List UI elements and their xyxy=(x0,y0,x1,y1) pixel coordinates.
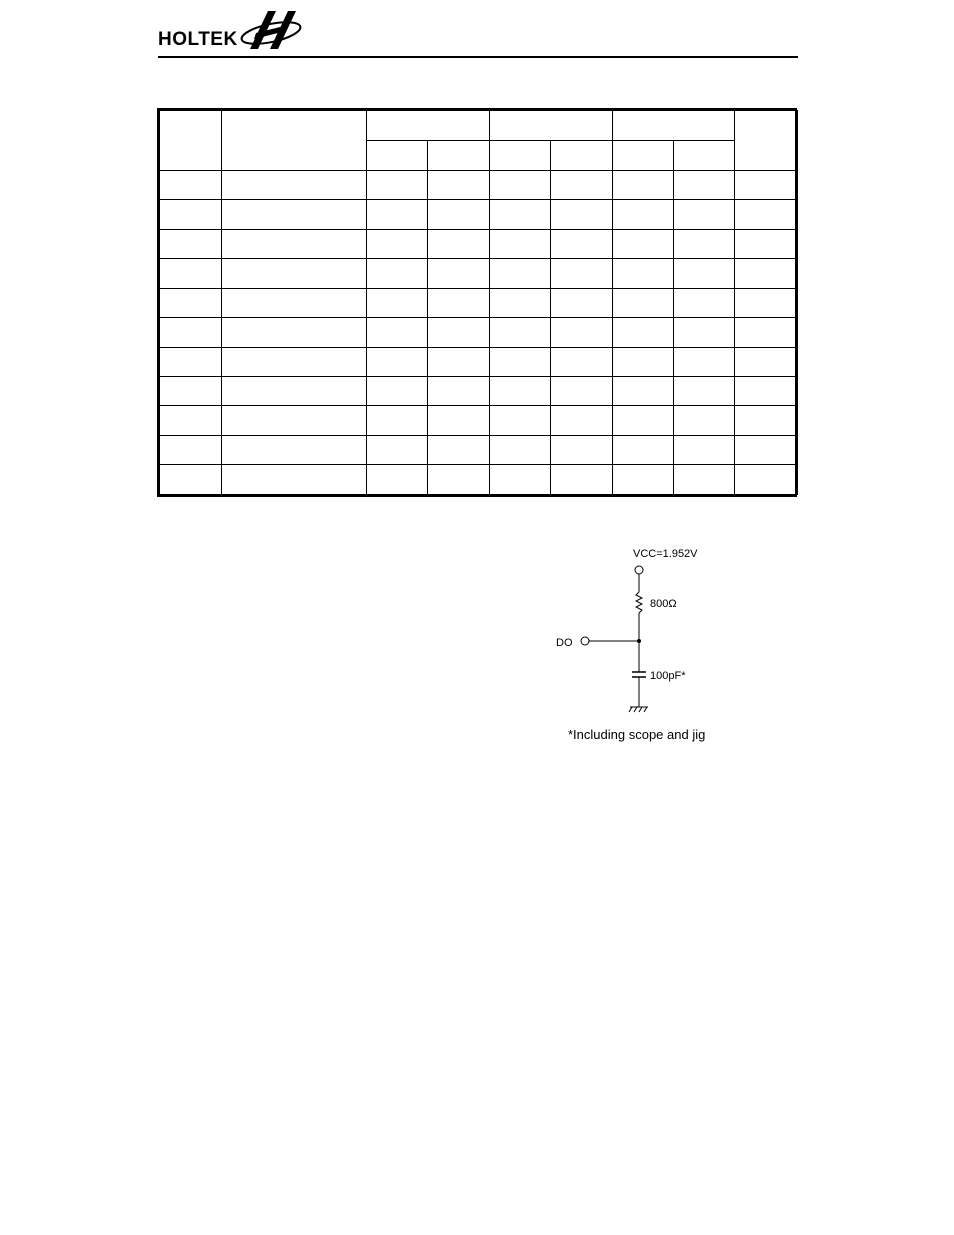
table-cell xyxy=(674,318,735,347)
table-row xyxy=(160,347,798,376)
holtek-logo-icon xyxy=(238,3,303,53)
resistor-symbol xyxy=(636,592,642,613)
table-row xyxy=(160,288,798,317)
table-cell xyxy=(160,377,222,406)
table-cell xyxy=(428,347,490,376)
table-row xyxy=(160,318,798,347)
table-subheader-cell xyxy=(674,140,735,170)
table-cell xyxy=(428,465,490,495)
table-cell xyxy=(613,170,674,199)
ground-icon xyxy=(629,707,648,712)
spec-table xyxy=(157,108,797,497)
table-cell xyxy=(613,259,674,288)
table-cell xyxy=(428,200,490,229)
table-cell xyxy=(674,406,735,435)
table-cell xyxy=(160,259,222,288)
table-cell xyxy=(551,347,613,376)
table-cell xyxy=(674,435,735,464)
table-cell xyxy=(490,288,551,317)
table-cell xyxy=(428,406,490,435)
table-cell xyxy=(222,377,367,406)
table-header-cell xyxy=(735,111,798,171)
table-cell xyxy=(367,229,428,258)
table-cell xyxy=(551,465,613,495)
table-row xyxy=(160,435,798,464)
table-row xyxy=(160,170,798,199)
table-cell xyxy=(674,465,735,495)
table-cell xyxy=(490,435,551,464)
table-cell xyxy=(551,288,613,317)
table-cell xyxy=(613,377,674,406)
table-cell xyxy=(160,318,222,347)
do-label: DO xyxy=(556,637,573,649)
table-subheader-cell xyxy=(490,140,551,170)
table-cell xyxy=(160,229,222,258)
table-cell xyxy=(367,318,428,347)
table-cell xyxy=(222,200,367,229)
table-cell xyxy=(428,259,490,288)
table-cell xyxy=(428,288,490,317)
table-header-cell xyxy=(160,111,222,171)
table-body xyxy=(160,170,798,494)
table-cell xyxy=(613,318,674,347)
table-cell xyxy=(367,435,428,464)
vcc-terminal xyxy=(635,566,643,574)
table-row xyxy=(160,200,798,229)
vcc-label: VCC=1.952V xyxy=(633,548,698,560)
table-cell xyxy=(367,347,428,376)
table-cell xyxy=(490,465,551,495)
do-terminal xyxy=(581,637,589,645)
table-cell xyxy=(735,229,798,258)
capacitor-label: 100pF* xyxy=(650,670,686,682)
table-cell xyxy=(367,465,428,495)
table-cell xyxy=(367,259,428,288)
table-cell xyxy=(222,347,367,376)
table-header-row xyxy=(160,111,798,141)
table-cell xyxy=(160,347,222,376)
table-cell xyxy=(428,435,490,464)
table-cell xyxy=(490,229,551,258)
table-cell xyxy=(367,377,428,406)
table-header-group-cell xyxy=(367,111,490,141)
table-cell xyxy=(551,377,613,406)
table-cell xyxy=(551,435,613,464)
holtek-logo-text: HOLTEK xyxy=(158,29,238,50)
table-cell xyxy=(367,288,428,317)
table-cell xyxy=(160,288,222,317)
table-cell xyxy=(613,288,674,317)
table-cell xyxy=(160,200,222,229)
table-cell xyxy=(735,259,798,288)
table-cell xyxy=(490,170,551,199)
load-circuit-diagram xyxy=(548,540,738,750)
table-cell xyxy=(735,465,798,495)
table-cell xyxy=(613,347,674,376)
table-cell xyxy=(222,435,367,464)
table-cell xyxy=(674,229,735,258)
table-cell xyxy=(551,406,613,435)
table-cell xyxy=(735,200,798,229)
table-cell xyxy=(551,318,613,347)
table-cell xyxy=(613,200,674,229)
table-cell xyxy=(490,200,551,229)
resistor-label: 800Ω xyxy=(650,598,677,610)
table-cell xyxy=(428,170,490,199)
table-cell xyxy=(222,259,367,288)
table-cell xyxy=(674,377,735,406)
table-header-cell xyxy=(222,111,367,171)
table-subheader-cell xyxy=(551,140,613,170)
table-cell xyxy=(490,406,551,435)
table-header-group-cell xyxy=(613,111,735,141)
table-cell xyxy=(428,377,490,406)
table-cell xyxy=(551,259,613,288)
table-cell xyxy=(735,318,798,347)
table-cell xyxy=(674,288,735,317)
table-subheader-cell xyxy=(428,140,490,170)
table-cell xyxy=(222,288,367,317)
page-header xyxy=(158,0,798,60)
table-cell xyxy=(490,318,551,347)
table-cell xyxy=(551,229,613,258)
table-cell xyxy=(222,318,367,347)
table-cell xyxy=(222,170,367,199)
table-row xyxy=(160,229,798,258)
table-row xyxy=(160,377,798,406)
table-subheader-cell xyxy=(613,140,674,170)
table-cell xyxy=(160,170,222,199)
table-cell xyxy=(735,288,798,317)
table-cell xyxy=(490,347,551,376)
table-cell xyxy=(551,200,613,229)
table-header-group-cell xyxy=(490,111,613,141)
table-cell xyxy=(222,229,367,258)
table-cell xyxy=(428,318,490,347)
table-cell xyxy=(222,406,367,435)
table-cell xyxy=(367,170,428,199)
table-cell xyxy=(613,435,674,464)
table-subheader-cell xyxy=(367,140,428,170)
table-cell xyxy=(222,465,367,495)
table-cell xyxy=(674,200,735,229)
table-row xyxy=(160,406,798,435)
table-cell xyxy=(160,435,222,464)
table-cell xyxy=(490,377,551,406)
table-cell xyxy=(735,406,798,435)
table-cell xyxy=(735,347,798,376)
table-cell xyxy=(160,406,222,435)
table-cell xyxy=(490,259,551,288)
table-cell xyxy=(674,170,735,199)
table-cell xyxy=(674,259,735,288)
table-cell xyxy=(160,465,222,495)
table-cell xyxy=(613,406,674,435)
table-cell xyxy=(735,435,798,464)
table-cell xyxy=(613,229,674,258)
table-cell xyxy=(428,229,490,258)
table-cell xyxy=(674,347,735,376)
table-cell xyxy=(735,377,798,406)
header-divider xyxy=(158,56,798,58)
table-cell xyxy=(613,465,674,495)
diagram-caption: *Including scope and jig xyxy=(568,727,706,742)
table-cell xyxy=(367,406,428,435)
table-cell xyxy=(735,170,798,199)
table-row xyxy=(160,465,798,495)
table-cell xyxy=(551,170,613,199)
table-cell xyxy=(367,200,428,229)
table-row xyxy=(160,259,798,288)
